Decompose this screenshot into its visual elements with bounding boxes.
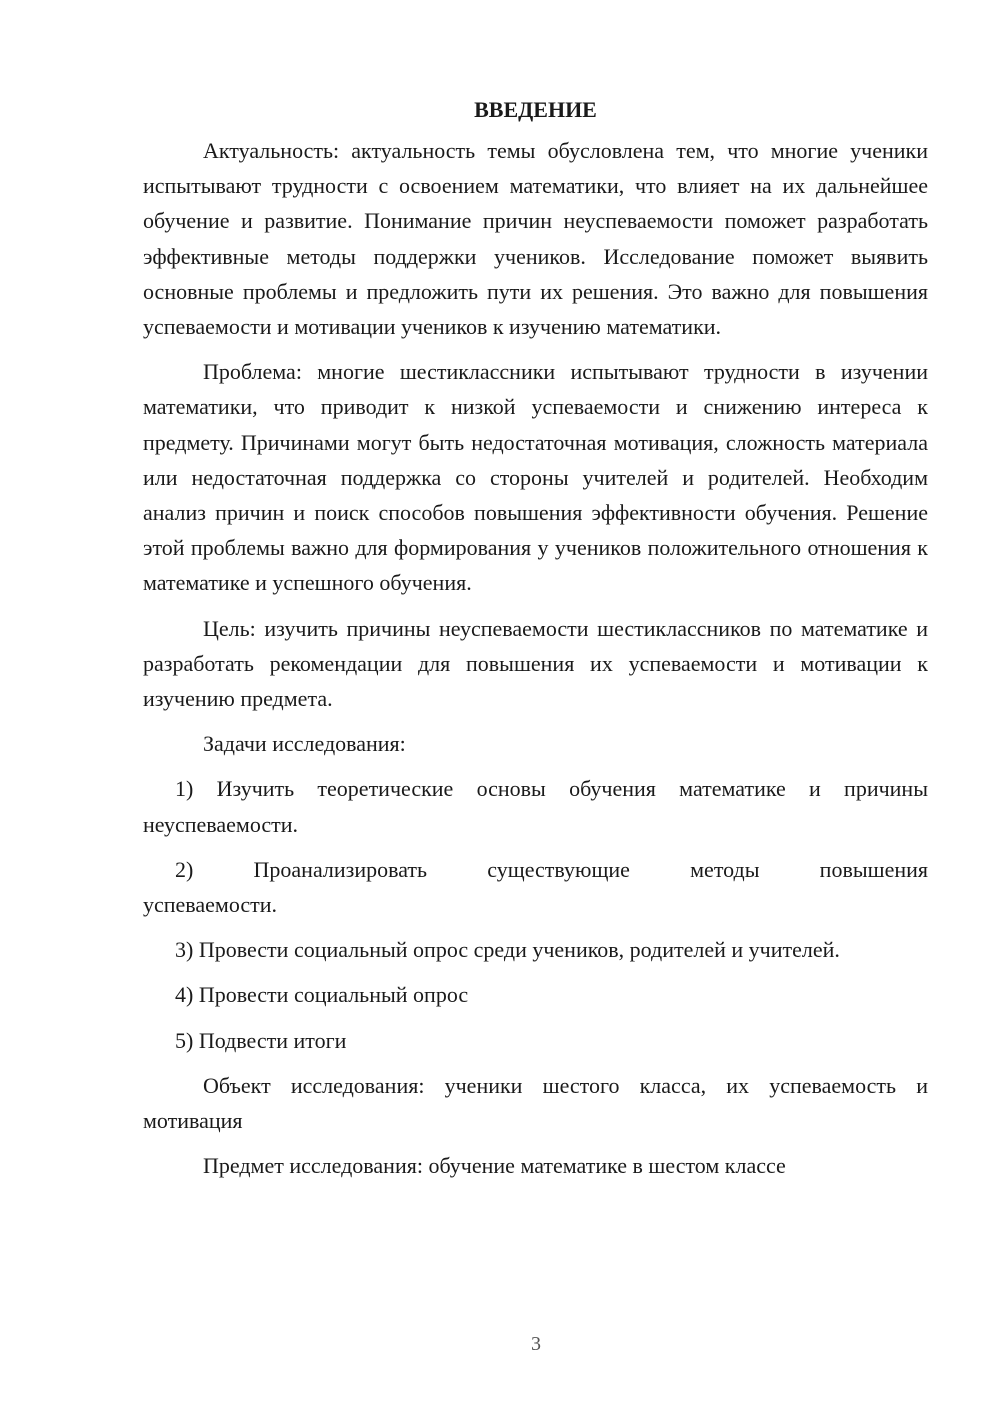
task-item-3: 3) Провести социальный опрос среди учеников, родителей и учителей. [175, 937, 840, 963]
goal-paragraph: Цель: изучить причины неуспеваемости шестиклассников по математике и разработать рекомендации для повышения их успеваемости и мотивации к изучению предмета. [143, 615, 928, 712]
relevance-paragraph: Актуальность: актуальность темы обусловлена тем, что многие ученики испытывают трудности с освоением математики, что влияет на их дальнейшее обучение и развитие. Понимание причин неуспеваемости поможет разработать эффективные методы поддержки учеников. Исследование поможет выявить основные проблемы и предложить пути их решения. Это важно для повышения успеваемости и мотивации учеников к изучению математики. [143, 138, 928, 340]
page-number: 3 [531, 1333, 541, 1355]
object-paragraph: Объект исследования: ученики шестого класса, их успеваемость и мотивация [143, 1072, 928, 1134]
problem-paragraph: Проблема: многие шестиклассники испытывают трудности в изучении математики, что приводит к низкой успеваемости и снижению интереса к предмету. Причинами могут быть недостаточная мотивация, сложность материала или недостаточная поддержка со стороны учителей и родителей. Необходим анализ причин и поиск способов повышения эффективности обучения. Решение этой проблемы важно для формирования у учеников положительного отношения к математике и успешного обучения. [143, 359, 928, 596]
task-item-4: 4) Провести социальный опрос [175, 982, 469, 1008]
task-item-5: 5) Подвести итоги [175, 1027, 347, 1053]
subject-paragraph: Предмет исследования: обучение математике в шестом классе [203, 1153, 786, 1179]
document-page [143, 92, 928, 1193]
tasks-heading: Задачи исследования: [203, 731, 406, 757]
section-title: ВВЕДЕНИЕ [474, 97, 597, 122]
task-item-1: 1) Изучить теоретические основы обучения математике и причины неуспеваемости. [143, 776, 928, 837]
task-item-2: 2) Проанализировать существующие методы повышения успеваемости. [143, 856, 928, 918]
